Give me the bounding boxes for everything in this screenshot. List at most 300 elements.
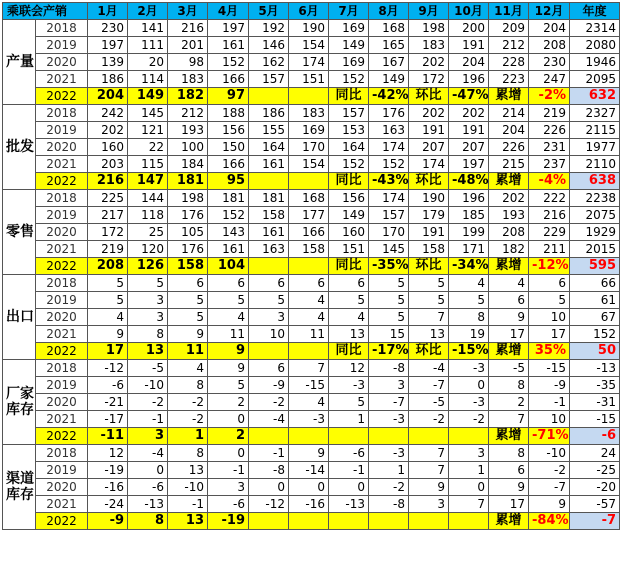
value-cell: 202 xyxy=(409,105,449,122)
year-cell: 2019 xyxy=(36,292,88,309)
value-cell: 202 xyxy=(489,190,529,207)
value-cell: -16 xyxy=(88,479,128,496)
value-cell: 139 xyxy=(88,54,128,71)
value-cell: 185 xyxy=(449,207,489,224)
value-cell: 9 xyxy=(289,445,329,462)
year-cell: 2020 xyxy=(36,54,88,71)
value-cell: 166 xyxy=(208,71,249,88)
value-cell: -9 xyxy=(529,377,570,394)
year-cell: 2022 xyxy=(36,173,88,190)
table-row xyxy=(3,462,620,479)
annual-total: -7 xyxy=(570,513,620,530)
value-cell: 167 xyxy=(369,54,409,71)
value-cell: 3 xyxy=(249,309,289,326)
value-cell: 7 xyxy=(489,411,529,428)
empty-cell xyxy=(289,258,329,275)
value-cell: 166 xyxy=(208,156,249,173)
value-cell: 152 xyxy=(208,207,249,224)
year-cell: 2020 xyxy=(36,309,88,326)
value-cell: 226 xyxy=(489,139,529,156)
value-cell: -12 xyxy=(249,496,289,513)
value-cell: 197 xyxy=(88,37,128,54)
value-cell: 197 xyxy=(449,156,489,173)
value-cell: 1 xyxy=(449,462,489,479)
value-cell: 161 xyxy=(249,224,289,241)
value-cell: 183 xyxy=(409,37,449,54)
value-cell: -3 xyxy=(329,377,369,394)
yoy-label: 同比 xyxy=(329,343,369,360)
value-cell: -3 xyxy=(289,411,329,428)
cumulative-value: -4% xyxy=(529,173,570,190)
spreadsheet xyxy=(2,2,617,570)
value-cell: 24 xyxy=(570,445,620,462)
value-cell: 164 xyxy=(249,139,289,156)
cumulative-value: -2% xyxy=(529,88,570,105)
value-cell: 158 xyxy=(289,241,329,258)
value-cell: 17 xyxy=(489,326,529,343)
value-cell: 202 xyxy=(88,122,128,139)
value-cell: 157 xyxy=(249,71,289,88)
group-label xyxy=(3,105,36,190)
value-cell: 9 xyxy=(88,326,128,343)
table-row xyxy=(3,20,620,37)
empty-cell xyxy=(249,428,289,445)
year-cell: 2019 xyxy=(36,37,88,54)
table-row xyxy=(3,156,620,173)
value-cell: 196 xyxy=(449,190,489,207)
header-row xyxy=(3,3,620,20)
value-cell: 5 xyxy=(409,292,449,309)
table-row xyxy=(3,445,620,462)
mom-label xyxy=(409,513,449,530)
value-cell: 10 xyxy=(249,326,289,343)
year-cell: 2021 xyxy=(36,411,88,428)
value-cell: 5 xyxy=(369,309,409,326)
value-cell: 183 xyxy=(168,71,208,88)
value-cell: 4 xyxy=(289,394,329,411)
value-cell: 190 xyxy=(289,20,329,37)
value-cell: -11 xyxy=(88,428,128,445)
value-cell: 174 xyxy=(369,190,409,207)
table-row xyxy=(3,37,620,54)
value-cell: -10 xyxy=(128,377,168,394)
value-cell: -2 xyxy=(449,411,489,428)
value-cell: 204 xyxy=(449,54,489,71)
value-cell: 11 xyxy=(289,326,329,343)
value-cell: 105 xyxy=(168,224,208,241)
value-cell: 166 xyxy=(289,224,329,241)
value-cell: -1 xyxy=(128,411,168,428)
value-cell: 2015 xyxy=(570,241,620,258)
value-cell: 197 xyxy=(208,20,249,37)
value-cell: -3 xyxy=(369,411,409,428)
empty-cell xyxy=(249,173,289,190)
current-year-row xyxy=(3,258,620,275)
value-cell: -5 xyxy=(128,360,168,377)
value-cell: 6 xyxy=(249,360,289,377)
value-cell: 4 xyxy=(168,360,208,377)
value-cell: 208 xyxy=(529,37,570,54)
group-label xyxy=(3,360,36,445)
year-cell: 2020 xyxy=(36,224,88,241)
value-cell: 151 xyxy=(289,71,329,88)
value-cell: 214 xyxy=(489,105,529,122)
value-cell: -1 xyxy=(168,496,208,513)
empty-cell xyxy=(249,258,289,275)
current-year-row xyxy=(3,343,620,360)
value-cell: 98 xyxy=(168,54,208,71)
yoy-value xyxy=(369,513,409,530)
value-cell: 6 xyxy=(249,275,289,292)
year-cell: 2021 xyxy=(36,326,88,343)
value-cell: -6 xyxy=(128,479,168,496)
column-header: 4月 xyxy=(208,3,249,20)
value-cell: 0 xyxy=(208,411,249,428)
value-cell: 7 xyxy=(289,360,329,377)
value-cell: 25 xyxy=(128,224,168,241)
value-cell: 161 xyxy=(249,156,289,173)
value-cell: 6 xyxy=(168,275,208,292)
value-cell: 11 xyxy=(208,326,249,343)
value-cell: 145 xyxy=(128,105,168,122)
value-cell: 8 xyxy=(168,377,208,394)
value-cell: 171 xyxy=(449,241,489,258)
value-cell: 6 xyxy=(489,462,529,479)
value-cell: 147 xyxy=(128,173,168,190)
value-cell: 161 xyxy=(208,241,249,258)
value-cell: 3 xyxy=(208,479,249,496)
year-cell: 2019 xyxy=(36,377,88,394)
value-cell: 111 xyxy=(128,37,168,54)
value-cell: 198 xyxy=(409,20,449,37)
value-cell: 3 xyxy=(128,309,168,326)
value-cell: 182 xyxy=(168,88,208,105)
empty-cell xyxy=(289,428,329,445)
table-row xyxy=(3,54,620,71)
value-cell: 12 xyxy=(329,360,369,377)
value-cell: 4 xyxy=(449,275,489,292)
value-cell: -13 xyxy=(128,496,168,513)
value-cell: 164 xyxy=(329,139,369,156)
value-cell: -4 xyxy=(409,360,449,377)
group-label-line: 渠道 xyxy=(6,471,34,487)
value-cell: 150 xyxy=(208,139,249,156)
value-cell: 13 xyxy=(409,326,449,343)
value-cell: 17 xyxy=(529,326,570,343)
year-cell: 2021 xyxy=(36,71,88,88)
year-cell: 2019 xyxy=(36,122,88,139)
value-cell: 212 xyxy=(168,105,208,122)
value-cell: 3 xyxy=(128,292,168,309)
value-cell: 146 xyxy=(249,37,289,54)
value-cell: 176 xyxy=(168,207,208,224)
value-cell: -2 xyxy=(168,411,208,428)
column-header: 11月 xyxy=(489,3,529,20)
year-cell: 2018 xyxy=(36,190,88,207)
value-cell: 181 xyxy=(208,190,249,207)
mom-value: -34% xyxy=(449,258,489,275)
year-cell: 2019 xyxy=(36,207,88,224)
value-cell: 158 xyxy=(168,258,208,275)
value-cell: 3 xyxy=(369,377,409,394)
value-cell: -3 xyxy=(449,360,489,377)
column-header: 8月 xyxy=(369,3,409,20)
value-cell: 163 xyxy=(249,241,289,258)
mom-value: -48% xyxy=(449,173,489,190)
value-cell: 193 xyxy=(168,122,208,139)
value-cell: -17 xyxy=(88,411,128,428)
value-cell: 7 xyxy=(409,309,449,326)
value-cell: 95 xyxy=(208,173,249,190)
value-cell: -2 xyxy=(168,394,208,411)
value-cell: -15 xyxy=(529,360,570,377)
value-cell: -6 xyxy=(329,445,369,462)
mom-value xyxy=(449,513,489,530)
value-cell: 6 xyxy=(489,292,529,309)
table-row xyxy=(3,292,620,309)
value-cell: 8 xyxy=(168,445,208,462)
value-cell: -2 xyxy=(369,479,409,496)
value-cell: 202 xyxy=(409,54,449,71)
yoy-label: 同比 xyxy=(329,173,369,190)
year-cell: 2022 xyxy=(36,343,88,360)
value-cell: 226 xyxy=(529,122,570,139)
value-cell: 151 xyxy=(329,241,369,258)
value-cell: 5 xyxy=(128,275,168,292)
year-cell: 2022 xyxy=(36,428,88,445)
value-cell: 182 xyxy=(489,241,529,258)
value-cell: 114 xyxy=(128,71,168,88)
value-cell: 198 xyxy=(168,190,208,207)
value-cell: 15 xyxy=(369,326,409,343)
empty-cell xyxy=(249,88,289,105)
current-year-row xyxy=(3,513,620,530)
value-cell: 155 xyxy=(249,122,289,139)
column-header: 2月 xyxy=(128,3,168,20)
column-header: 6月 xyxy=(289,3,329,20)
value-cell: 237 xyxy=(529,156,570,173)
empty-cell xyxy=(289,343,329,360)
mom-value xyxy=(449,428,489,445)
value-cell: -7 xyxy=(529,479,570,496)
value-cell: -4 xyxy=(128,445,168,462)
value-cell: 120 xyxy=(128,241,168,258)
value-cell: 2080 xyxy=(570,37,620,54)
value-cell: 172 xyxy=(409,71,449,88)
value-cell: 200 xyxy=(449,20,489,37)
value-cell: 2095 xyxy=(570,71,620,88)
annual-total: 50 xyxy=(570,343,620,360)
value-cell: -8 xyxy=(369,496,409,513)
value-cell: 191 xyxy=(409,122,449,139)
group-label-line: 厂家 xyxy=(6,386,34,402)
value-cell: 154 xyxy=(289,156,329,173)
value-cell: 0 xyxy=(289,479,329,496)
column-header: 年度 xyxy=(570,3,620,20)
value-cell: -19 xyxy=(208,513,249,530)
value-cell: 156 xyxy=(329,190,369,207)
yoy-value xyxy=(369,428,409,445)
value-cell: 11 xyxy=(168,343,208,360)
cumulative-label: 累增 xyxy=(489,88,529,105)
value-cell: 219 xyxy=(88,241,128,258)
value-cell: -15 xyxy=(289,377,329,394)
value-cell: 17 xyxy=(88,343,128,360)
value-cell: 184 xyxy=(168,156,208,173)
value-cell: 13 xyxy=(128,343,168,360)
value-cell: 196 xyxy=(449,71,489,88)
value-cell: 1 xyxy=(369,462,409,479)
table-title: 乘联会产销 xyxy=(3,3,88,20)
empty-cell xyxy=(289,88,329,105)
cumulative-value: 35% xyxy=(529,343,570,360)
value-cell: 191 xyxy=(449,122,489,139)
table-row xyxy=(3,207,620,224)
value-cell: 169 xyxy=(329,20,369,37)
value-cell: 204 xyxy=(529,20,570,37)
value-cell: -31 xyxy=(570,394,620,411)
value-cell: 8 xyxy=(128,513,168,530)
value-cell: 1929 xyxy=(570,224,620,241)
value-cell: 4 xyxy=(289,309,329,326)
value-cell: -13 xyxy=(329,496,369,513)
value-cell: 3 xyxy=(128,428,168,445)
value-cell: 152 xyxy=(329,71,369,88)
yoy-value: -35% xyxy=(369,258,409,275)
value-cell: 2075 xyxy=(570,207,620,224)
value-cell: 217 xyxy=(88,207,128,224)
value-cell: 10 xyxy=(529,411,570,428)
cumulative-label: 累增 xyxy=(489,173,529,190)
cumulative-label: 累增 xyxy=(489,513,529,530)
table-row xyxy=(3,71,620,88)
table-row xyxy=(3,241,620,258)
year-cell: 2022 xyxy=(36,513,88,530)
annual-total: 638 xyxy=(570,173,620,190)
table-row xyxy=(3,394,620,411)
annual-total: 632 xyxy=(570,88,620,105)
value-cell: -2 xyxy=(128,394,168,411)
table-row xyxy=(3,190,620,207)
value-cell: 170 xyxy=(289,139,329,156)
value-cell: -9 xyxy=(88,513,128,530)
value-cell: 9 xyxy=(208,343,249,360)
value-cell: -2 xyxy=(529,462,570,479)
value-cell: 20 xyxy=(128,54,168,71)
table-row xyxy=(3,224,620,241)
table-row xyxy=(3,411,620,428)
table-row xyxy=(3,360,620,377)
value-cell: 149 xyxy=(128,88,168,105)
table-row xyxy=(3,105,620,122)
value-cell: 247 xyxy=(529,71,570,88)
value-cell: 208 xyxy=(88,258,128,275)
value-cell: 174 xyxy=(289,54,329,71)
value-cell: 3 xyxy=(409,496,449,513)
value-cell: 9 xyxy=(409,479,449,496)
value-cell: 0 xyxy=(128,462,168,479)
group-label-line: 出口 xyxy=(6,309,34,325)
mom-label: 环比 xyxy=(409,258,449,275)
value-cell: 5 xyxy=(369,275,409,292)
year-cell: 2018 xyxy=(36,445,88,462)
value-cell: 216 xyxy=(529,207,570,224)
value-cell: 66 xyxy=(570,275,620,292)
value-cell: 5 xyxy=(329,394,369,411)
column-header: 3月 xyxy=(168,3,208,20)
value-cell: 7 xyxy=(409,462,449,479)
value-cell: -10 xyxy=(168,479,208,496)
yoy-label xyxy=(329,513,369,530)
value-cell: 154 xyxy=(289,37,329,54)
value-cell: 126 xyxy=(128,258,168,275)
column-header: 9月 xyxy=(409,3,449,20)
value-cell: -9 xyxy=(249,377,289,394)
value-cell: -2 xyxy=(409,411,449,428)
value-cell: 152 xyxy=(208,54,249,71)
value-cell: 97 xyxy=(208,88,249,105)
cumulative-label: 累增 xyxy=(489,428,529,445)
value-cell: 207 xyxy=(449,139,489,156)
value-cell: 9 xyxy=(489,309,529,326)
value-cell: 6 xyxy=(289,275,329,292)
value-cell: 4 xyxy=(289,292,329,309)
current-year-row xyxy=(3,88,620,105)
value-cell: 193 xyxy=(489,207,529,224)
value-cell: 223 xyxy=(489,71,529,88)
value-cell: 165 xyxy=(369,37,409,54)
value-cell: 2238 xyxy=(570,190,620,207)
value-cell: 190 xyxy=(409,190,449,207)
value-cell: 149 xyxy=(329,207,369,224)
value-cell: -2 xyxy=(249,394,289,411)
value-cell: 6 xyxy=(208,275,249,292)
group-label-line: 批发 xyxy=(6,139,34,155)
table-row xyxy=(3,139,620,156)
value-cell: 17 xyxy=(489,496,529,513)
year-cell: 2018 xyxy=(36,275,88,292)
value-cell: 1946 xyxy=(570,54,620,71)
table-row xyxy=(3,496,620,513)
group-label xyxy=(3,190,36,275)
value-cell: 231 xyxy=(529,139,570,156)
value-cell: 163 xyxy=(369,122,409,139)
value-cell: -24 xyxy=(88,496,128,513)
value-cell: 2 xyxy=(208,394,249,411)
value-cell: 186 xyxy=(88,71,128,88)
table-row xyxy=(3,479,620,496)
value-cell: 9 xyxy=(208,360,249,377)
empty-cell xyxy=(249,513,289,530)
group-label-line: 产量 xyxy=(6,54,34,70)
value-cell: 5 xyxy=(409,275,449,292)
value-cell: 5 xyxy=(369,292,409,309)
value-cell: 211 xyxy=(529,241,570,258)
value-cell: 191 xyxy=(409,224,449,241)
value-cell: 3 xyxy=(449,445,489,462)
value-cell: -7 xyxy=(369,394,409,411)
value-cell: 4 xyxy=(489,275,529,292)
value-cell: 204 xyxy=(489,122,529,139)
value-cell: -10 xyxy=(529,445,570,462)
value-cell: 176 xyxy=(369,105,409,122)
value-cell: -15 xyxy=(570,411,620,428)
value-cell: 9 xyxy=(168,326,208,343)
mom-value: -47% xyxy=(449,88,489,105)
value-cell: 228 xyxy=(489,54,529,71)
value-cell: -16 xyxy=(289,496,329,513)
mom-label: 环比 xyxy=(409,343,449,360)
